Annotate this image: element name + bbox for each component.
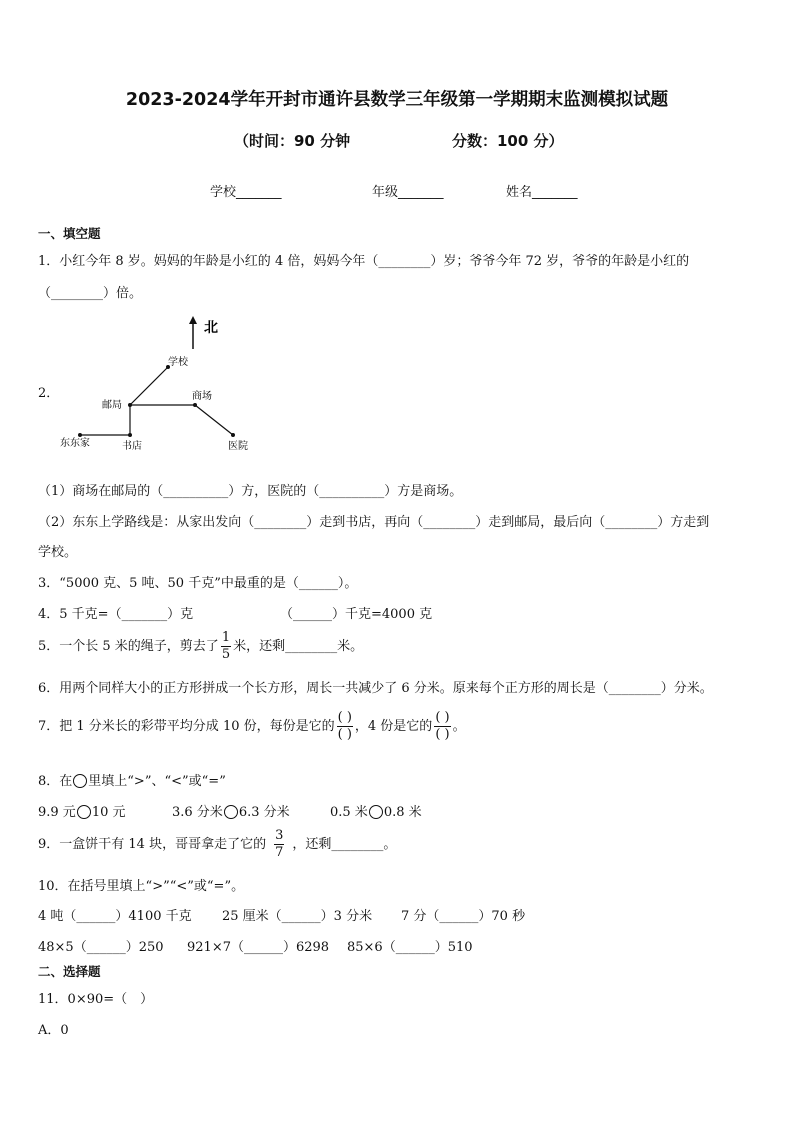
school-label: 学校: [168, 357, 188, 368]
question-10-row2-item1: 48×5（______）250: [38, 940, 164, 955]
question-10-row2-item3: 85×6（______）510: [347, 940, 473, 955]
name-field: 姓名_______: [506, 185, 578, 200]
post-dot: [128, 403, 132, 407]
fraction-denominator: 7: [275, 845, 284, 860]
route-post-mall-hospital: [130, 405, 233, 435]
fraction-blank-denominator: ( ): [435, 727, 450, 742]
question-10-row2-item2: 921×7（______）6298: [187, 940, 330, 955]
question-11: 11．0×90=（ ）: [38, 992, 154, 1007]
compare-right: 6.3 分米: [238, 805, 290, 820]
fraction-blank-1: [337, 710, 353, 743]
question-5-text-a: 5．一个长 5 米的绳子，剪去了: [38, 639, 219, 654]
question-4a: 4．5 千克=（_______）克: [38, 607, 194, 622]
question-8-item-1: [38, 801, 126, 820]
compare-circle-icon: [369, 805, 383, 819]
question-8: [38, 770, 226, 789]
compare-right: 0.8 米: [383, 805, 422, 820]
compare-left: 3.6 分米: [172, 805, 223, 820]
compare-circle-icon: [224, 805, 238, 819]
fraction-blank-2: [434, 710, 450, 743]
fraction-one-fifth: [221, 630, 231, 663]
post-label: 邮局: [102, 400, 122, 411]
question-9: [38, 828, 396, 861]
compare-left: 9.9 元: [38, 805, 76, 820]
question-7: [38, 710, 466, 743]
question-1-line1: 1．小红今年 8 岁。妈妈的年龄是小红的 4 倍，妈妈今年（________）岁；爷爷今年 72 岁，爷爷的年龄是小红的: [38, 254, 690, 269]
question-7-text-c: 。: [452, 719, 466, 734]
compare-left: 0.5 米: [330, 805, 368, 820]
school-field: 学校_______: [210, 185, 282, 200]
fraction-numerator: 1: [221, 630, 231, 645]
hospital-dot: [231, 433, 235, 437]
page-title: 2023-2024学年开封市通许县数学三年级第一学期期末监测模拟试题: [125, 90, 669, 110]
question-11-option-a: A．0: [38, 1023, 69, 1038]
compare-circle-icon: [73, 774, 87, 788]
home-dot: [78, 433, 82, 437]
question-8-text-b: 里填上“>”、“<”或“=”: [88, 774, 226, 789]
question-5: [38, 630, 363, 663]
question-9-text-b: ，还剩________。: [292, 837, 397, 852]
question-2-part1: （1）商场在邮局的（__________）方，医院的（__________）方是商场。: [38, 484, 463, 499]
question-1-line2: （________）倍。: [38, 286, 143, 301]
compare-circle-icon: [77, 805, 91, 819]
question-10-row1-item1: 4 吨（______）4100 千克: [38, 909, 192, 924]
compare-right: 10 元: [91, 805, 126, 820]
question-10-row1-item3: 7 分（______）70 秒: [401, 909, 526, 924]
section-choice: 二、选择题: [38, 964, 101, 979]
question-8-item-3: [330, 801, 422, 820]
fraction-denominator: 5: [221, 647, 231, 662]
route-map: [50, 312, 270, 462]
mall-label: 商场: [192, 391, 212, 402]
fraction-blank-numerator: ( ): [337, 710, 352, 725]
north-arrowhead: [189, 316, 197, 324]
mall-dot: [193, 403, 197, 407]
question-4b: （______）千克=4000 克: [280, 607, 433, 622]
fraction-numerator: 3: [275, 828, 284, 843]
question-8-item-2: [172, 801, 290, 820]
exam-time: （时间：90 分钟: [234, 132, 351, 150]
north-label: 北: [204, 320, 218, 336]
question-8-text-a: 8．在: [38, 774, 73, 789]
question-5-text-b: 米，还剩________米。: [233, 639, 364, 654]
bookstore-dot: [128, 433, 132, 437]
question-7-text-a: 7．把 1 分米长的彩带平均分成 10 份，每份是它的: [38, 719, 335, 734]
hospital-label: 医院: [228, 441, 248, 452]
fraction-three-sevenths: [274, 828, 284, 861]
question-2-part2-line1: （2）东东上学路线是：从家出发向（________）走到书店，再向（________）走到邮局，最后向（________）方走到: [38, 515, 710, 530]
bookstore-label: 书店: [122, 441, 142, 452]
fraction-blank-numerator: ( ): [435, 710, 450, 725]
exam-score: 分数：100 分）: [452, 132, 564, 150]
question-10-row1-item2: 25 厘米（______）3 分米: [222, 909, 373, 924]
fraction-blank-denominator: ( ): [337, 727, 352, 742]
home-label: 东东家: [60, 438, 90, 449]
question-3: 3．“5000 克、5 吨、50 千克”中最重的是（______）。: [38, 576, 358, 591]
grade-field: 年级_______: [372, 185, 444, 200]
question-2-part2-line2: 学校。: [38, 545, 78, 560]
question-2-number: 2．: [38, 386, 60, 401]
question-6: 6．用两个同样大小的正方形拼成一个长方形，周长一共减少了 6 分米。原来每个正方形的周长是（________）分米。: [38, 681, 713, 696]
question-9-text-a: 9．一盒饼干有 14 块，哥哥拿走了它的: [38, 837, 267, 852]
route-home-post-school: [80, 367, 168, 435]
question-10: 10．在括号里填上“>”“<”或“=”。: [38, 879, 245, 894]
section-fill-blank: 一、填空题: [38, 226, 101, 241]
question-7-text-b: ，4 份是它的: [354, 719, 433, 734]
